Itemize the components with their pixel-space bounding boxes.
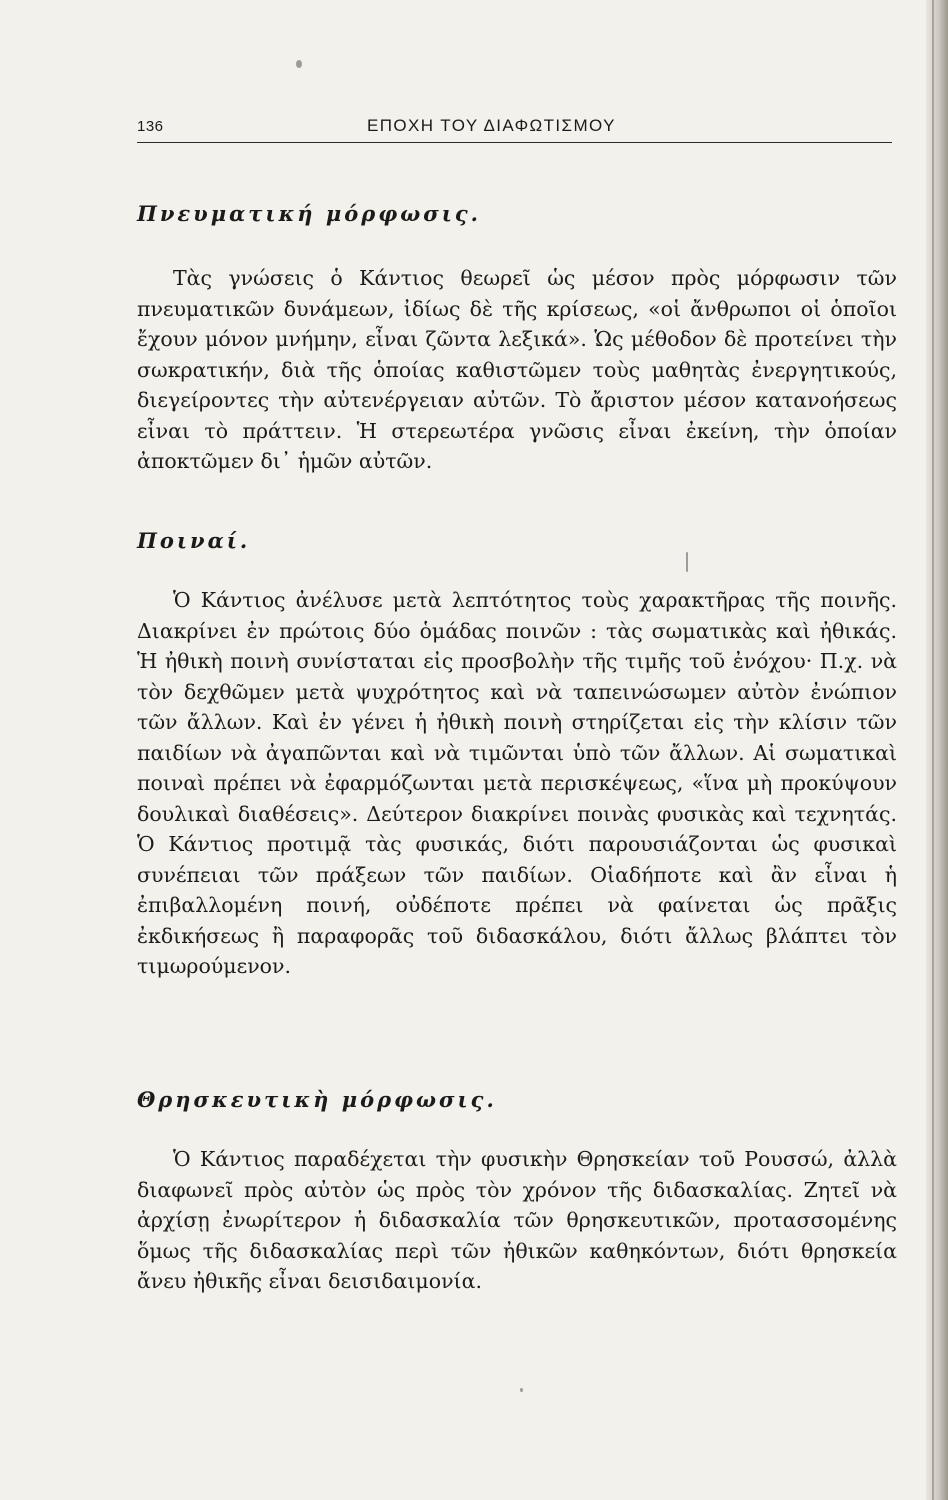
section-religious-education: [137, 1086, 897, 1297]
ink-speck: [520, 1388, 523, 1392]
page-edge-line: [932, 0, 934, 1500]
section-heading: Πνευματική μόρφωσις.: [137, 201, 481, 226]
section-heading: Ποιναί.: [137, 528, 251, 553]
page-binding-edge: [926, 0, 948, 1500]
running-title: ΕΠΟΧΗ ΤΟΥ ΔΙΑΦΩΤΙΣΜΟΥ: [367, 116, 616, 135]
ink-speck: [296, 60, 302, 68]
section-intellectual-education: [137, 200, 897, 477]
page-number: 136: [137, 118, 164, 135]
section-heading: Θρησκευτικὴ μόρφωσις.: [137, 1087, 497, 1112]
section-paragraph: Τὰς γνώσεις ὁ Κάντιος θεωρεῖ ὡς μέσον πρὸς μόρφωσιν τῶν πνευματικῶν δυνάμεων, ἰδίως δὲ τῆς κρίσεως, «οἱ ἄνθρωποι οἱ ὁποῖοι ἔχουν μόνον μνήμην, εἶναι ζῶντα λεξικά». Ὡς μέθοδον δὲ προτείνει τὴν σωκρατικήν, διὰ τῆς ὁποίας καθιστῶμεν τοὺς μαθητὰς ἐνεργητικούς, διεγείροντες τὴν αὐτενέργειαν αὐτῶν. Τὸ ἄριστον μέσον κατανοήσεως εἶναι τὸ πράττειν. Ἡ στερεωτέρα γνῶσις εἶναι ἐκείνη, τὴν ὁποίαν ἀποκτῶμεν δι᾽ ἡμῶν αὐτῶν.: [137, 266, 897, 473]
section-punishments: [137, 527, 897, 982]
running-header: [137, 114, 892, 143]
section-paragraph: Ὁ Κάντιος παραδέχεται τὴν φυσικὴν Θρησκείαν τοῦ Ρουσσώ, ἀλλὰ διαφωνεῖ πρὸς αὐτὸν ὡς πρὸς τὸν χρόνον τῆς διδασκαλίας. Ζητεῖ νὰ ἀρχίσῃ ἐνωρίτερον ἡ διδασκαλία τῶν θρησκευτικῶν, προτασσομένης ὅμως τῆς διδασκαλίας περὶ τῶν ἠθικῶν καθηκόντων, διότι θρησκεία ἄνευ ἠθικῆς εἶναι δεισιδαιμονία.: [137, 1147, 897, 1293]
section-paragraph: Ὁ Κάντιος ἀνέλυσε μετὰ λεπτότητος τοὺς χαρακτῆρας τῆς ποινῆς. Διακρίνει ἐν πρώτοις δύο ὁμάδας ποινῶν : τὰς σωματικὰς καὶ ἠθικάς. Ἡ ἠθικὴ ποινὴ συνίσταται εἰς προσβολὴν τῆς τιμῆς τοῦ ἐνόχου· Π.χ. νὰ τὸν δεχθῶμεν μετὰ ψυχρότητος καὶ νὰ ταπεινώσωμεν αὐτὸν ἐνώπιον τῶν ἄλλων. Καὶ ἐν γένει ἡ ἠθικὴ ποινὴ στηρίζεται εἰς τὴν κλίσιν τῶν παιδίων νὰ ἀγαπῶνται καὶ νὰ τιμῶνται ὑπὸ τῶν ἄλλων. Αἱ σωματικαὶ ποιναὶ πρέπει νὰ ἐφαρμόζωνται μετὰ περισκέψεως, «ἵνα μὴ προκύψουν δουλικαὶ διαθέσεις». Δεύτερον διακρίνει ποινὰς φυσικὰς καὶ τεχνητάς. Ὁ Κάντιος προτιμᾷ τὰς φυσικάς, διότι παρουσιάζονται ὡς φυσικαὶ συνέπειαι τῶν πράξεων τῶν παιδίων. Οἱαδήποτε καὶ ἂν εἶναι ἡ ἐπιβαλλομένη ποινή, οὐδέποτε πρέπει νὰ φαίνεται ὡς πρᾶξις ἐκδικήσεως ἢ παραφορᾶς τοῦ διδασκάλου, διότι ἄλλως βλάπτει τὸν τιμωρούμενον.: [137, 588, 897, 978]
